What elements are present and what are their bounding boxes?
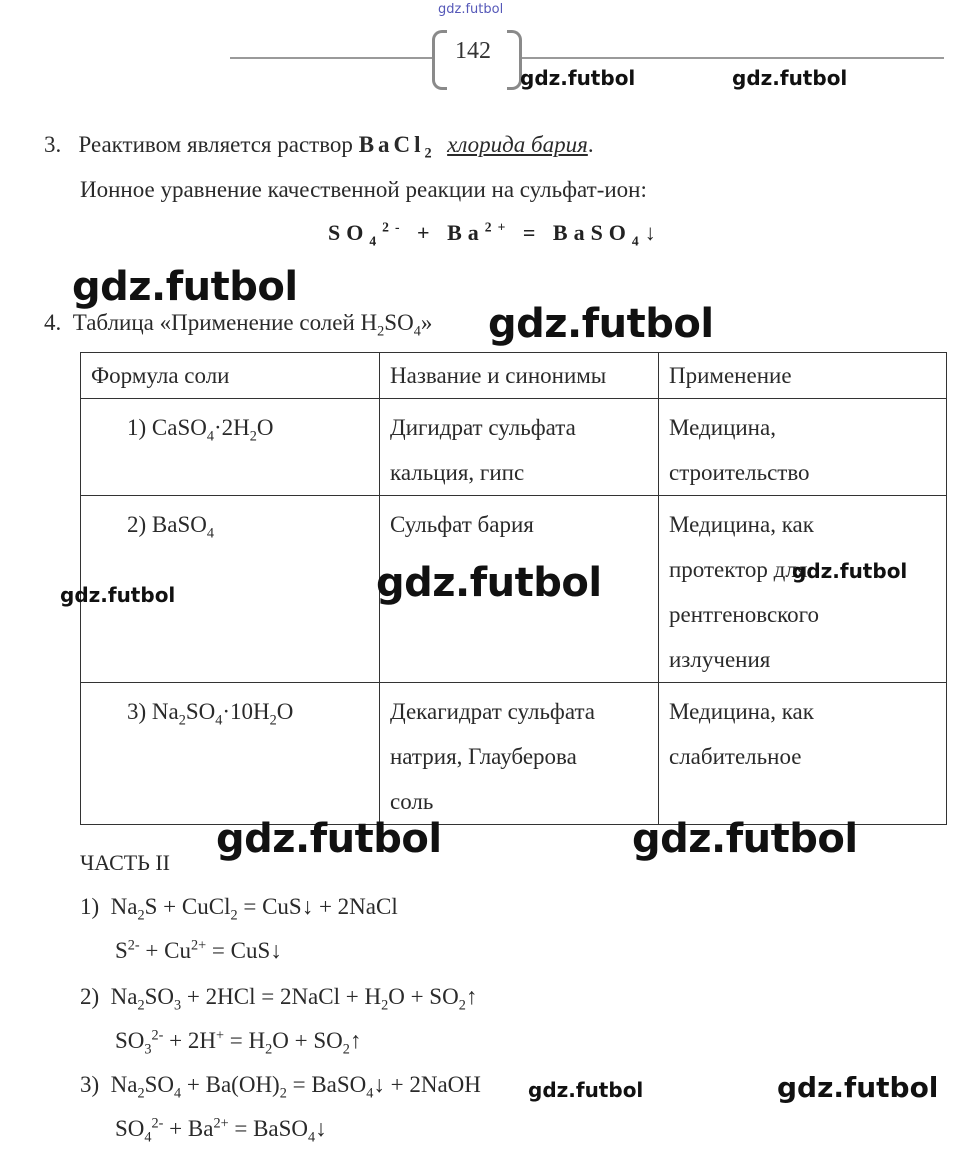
row2-f-a: 2) BaSO [127,512,207,537]
l1-a: Na [110,894,138,919]
part2-line5 [80,1072,481,1102]
part2-line2 [115,938,282,964]
header-use: Применение [659,353,947,399]
watermark: gdz.futbol [216,816,442,862]
item3-line [44,132,594,162]
l2-p1: 2- [127,937,140,954]
item3-number: 3. [44,132,62,157]
l3-s3: 2 [381,997,389,1014]
eq-product-sub: 4 [631,233,645,249]
l4-s1: 3 [144,1041,152,1058]
row2-f-s1: 4 [206,525,214,542]
row2-use-l2: протектор для [669,557,808,582]
row3-f-b: SO [185,699,216,724]
item4-title-sub2: 4 [413,323,421,340]
l5-e: ↓ + 2NaOH [373,1072,481,1097]
header-name: Название и синонимы [380,353,659,399]
l2-c: = CuS↓ [206,938,282,963]
l2-p2: 2+ [190,937,207,954]
watermark: gdz.futbol [732,66,848,90]
l6-b: + Ba [163,1116,214,1141]
item4-title-b: SO [384,310,414,335]
row3-name-l1: Декагидрат сульфата [390,699,595,724]
item3-equation [328,219,662,249]
row2-use-l1: Медицина, как [669,512,814,537]
l4-s2: 2 [265,1041,273,1058]
page-bracket-left [432,30,447,90]
row3-f-a: 3) Na [127,699,179,724]
l6-s1: 4 [144,1129,152,1146]
l5-s2: 4 [174,1085,182,1102]
watermark: gdz.futbol [488,301,714,347]
row1-name-l2: кальция, гипс [390,460,525,485]
l1-s1: 2 [137,907,145,924]
l3-s1: 2 [137,997,145,1014]
row3-f-c: ·10H [222,699,270,724]
table-header-row [81,353,947,399]
l3-a: Na [110,984,138,1009]
page-number: 142 [455,38,491,64]
part2-line3 [80,984,478,1014]
l1-s2: 2 [230,907,238,924]
item4-number: 4. [44,310,62,335]
watermark: gdz.futbol [792,559,908,583]
l4-b: + 2H [163,1028,216,1053]
watermark-top: gdz.futbol [438,2,504,17]
watermark: gdz.futbol [72,264,298,310]
l5-d: = BaSO [286,1072,367,1097]
header-rule-left [230,57,432,59]
l5-b: SO [144,1072,175,1097]
row1-f-a: 1) CaSO [127,415,207,440]
l5-n: 3) [80,1072,100,1097]
item3-period: . [587,132,594,157]
item4-title-c: » [420,310,433,335]
row3-use [659,683,947,825]
row1-f-c: O [256,415,274,440]
l4-p2: + [216,1027,225,1044]
row3-name [380,683,659,825]
row3-use-l2: слабительное [669,744,802,769]
row2-use-l4: излучения [669,647,771,672]
watermark: gdz.futbol [520,66,636,90]
row3-f-s2: 4 [215,712,223,729]
item4-title-a: Таблица «Применение солей H [72,310,378,335]
row2-use [659,496,947,683]
eq-equals: = [522,220,542,245]
item4-title-sub1: 2 [377,323,385,340]
l6-a: SO [115,1116,145,1141]
row2-name-l1: Сульфат бария [390,512,534,537]
l1-c: = CuS↓ + 2NaCl [237,894,398,919]
part2-line1 [80,894,398,924]
item3-reagent: BaCl [358,132,425,157]
eq-arrow: ↓ [644,220,662,245]
l3-e: ↑ [465,984,478,1009]
l1-b: S + CuCl [144,894,231,919]
row1-use-l1: Медицина, [669,415,776,440]
l5-c: + Ba(OH) [181,1072,280,1097]
row3-formula [81,683,380,825]
l6-s2: 4 [308,1129,316,1146]
eq-so-sub: 4 [369,233,383,249]
row1-use-l2: строительство [669,460,810,485]
eq-ba-sup: 2+ [484,219,512,235]
l3-s2: 3 [174,997,182,1014]
watermark: gdz.futbol [60,583,176,607]
row3-use-l1: Медицина, как [669,699,814,724]
header-rule-right [522,57,944,59]
item3-reagent-sub: 2 [424,145,436,162]
l6-c: = BaSO [228,1116,309,1141]
l4-a: SO [115,1028,145,1053]
row1-name [380,399,659,496]
item3-reagent-name: хлорида бария [447,132,588,157]
row1-f-s2: 2 [249,428,257,445]
l3-s4: 2 [458,997,466,1014]
row2-use-l3: рентгеновского [669,602,820,627]
l4-d: O + SO [272,1028,343,1053]
table-row [81,683,947,825]
l5-s1: 2 [137,1085,145,1102]
eq-so: SO [328,220,370,245]
l5-a: Na [110,1072,138,1097]
l3-c: + 2HCl = 2NaCl + H [181,984,382,1009]
item3-ionic-label: Ионное уравнение качественной реакции на сульфат-ион: [80,177,647,202]
watermark: gdz.futbol [528,1078,644,1102]
l5-s3: 2 [279,1085,287,1102]
l4-e: ↑ [349,1028,362,1053]
eq-product: BaSO [552,220,632,245]
eq-so-sup: 2- [382,219,406,235]
l6-p1: 2- [151,1115,164,1132]
l4-s3: 2 [342,1041,350,1058]
l2-b: + Cu [139,938,191,963]
watermark: gdz.futbol [376,560,602,606]
row3-f-s1: 2 [178,712,186,729]
row3-name-l3: соль [390,789,434,814]
l4-c: = H [224,1028,266,1053]
l1-n: 1) [80,894,100,919]
row3-name-l2: натрия, Глауберова [390,744,577,769]
l6-d: ↓ [315,1116,327,1141]
row3-f-d: O [276,699,294,724]
l3-n: 2) [80,984,100,1009]
row1-use [659,399,947,496]
row3-f-s3: 2 [269,712,277,729]
item3-text: Реактивом является раствор [78,132,353,157]
row1-name-l1: Дигидрат сульфата [390,415,576,440]
item4-title [44,310,433,340]
eq-ba: Ba [447,220,485,245]
l2-a: S [115,938,128,963]
part2-line6 [115,1115,327,1146]
part2-line4 [115,1027,362,1058]
l3-b: SO [144,984,175,1009]
watermark: gdz.futbol [777,1071,939,1104]
row1-f-b: ·2H [214,415,250,440]
l5-s4: 4 [366,1085,374,1102]
row1-f-s1: 4 [206,428,214,445]
l3-d: O + SO [388,984,459,1009]
watermark: gdz.futbol [632,816,858,862]
header-formula: Формула соли [81,353,380,399]
l6-p2: 2+ [213,1115,229,1132]
table-row [81,399,947,496]
part2-title: ЧАСТЬ II [80,850,170,875]
eq-plus: + [417,220,436,245]
row1-formula [81,399,380,496]
l4-p1: 2- [151,1027,164,1044]
